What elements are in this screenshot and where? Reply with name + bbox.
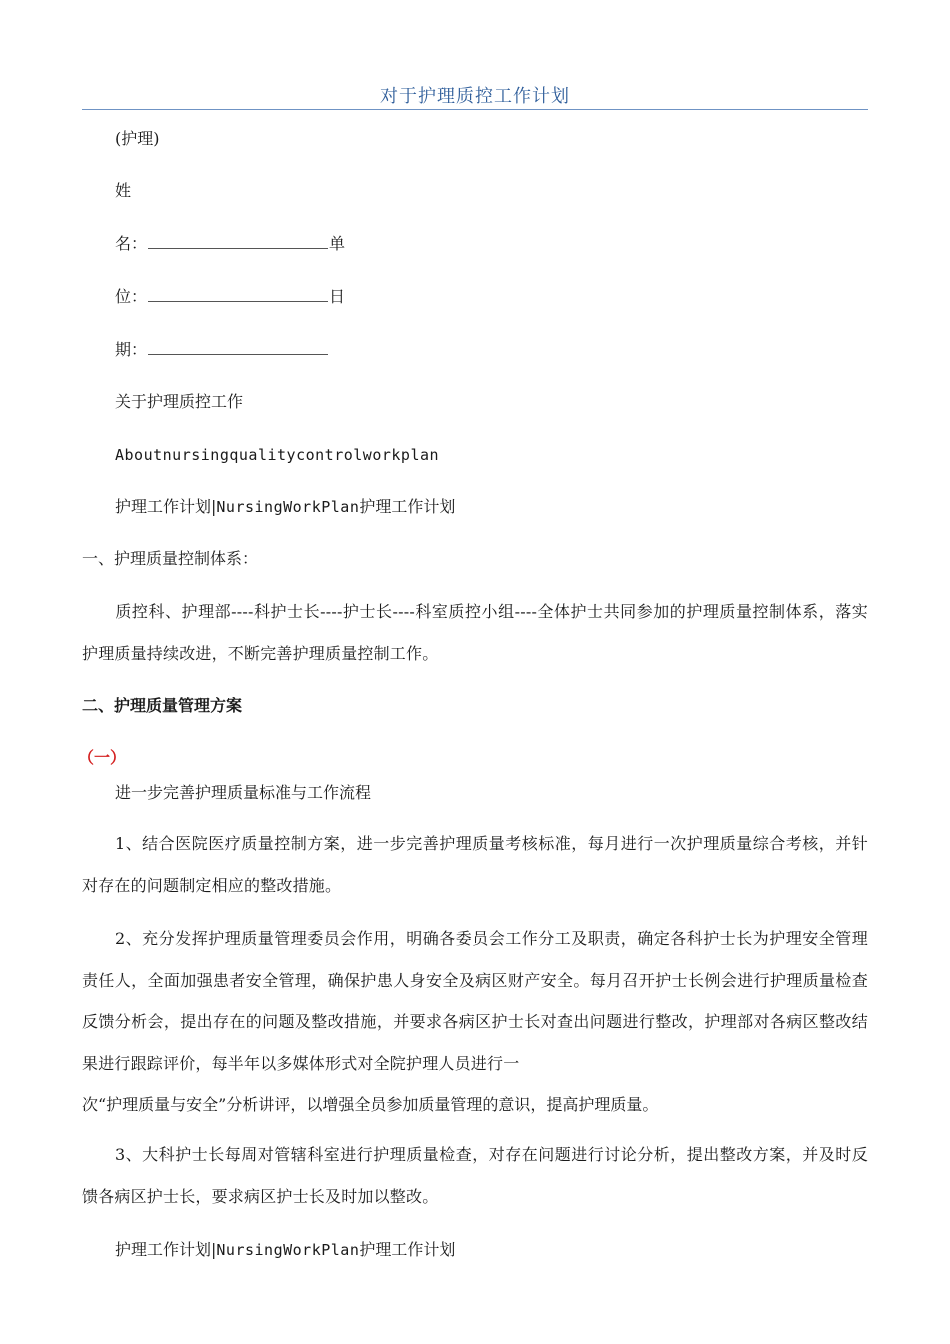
section2-heading: 二、护理质量管理方案 xyxy=(82,696,243,715)
intro-tagline xyxy=(115,497,455,517)
unit-blank[interactable] xyxy=(148,287,328,302)
item2-last-line: 次“护理质量与安全”分析讲评，以增强全员参加质量管理的意识，提高护理质量。 xyxy=(82,1095,659,1114)
section1-heading: 一、护理质量控制体系： xyxy=(82,549,259,568)
intro-cn-title: 关于护理质控工作 xyxy=(115,392,244,411)
intro-en-title: Aboutnursingqualitycontrolworkplan xyxy=(115,446,440,464)
section1-body-text: 质控科、护理部----科护士长----护士长----科室质控小组----全体护士共同参加的护理质量控制体系，落实护理质量持续改进，不断完善护理质量控制工作。 xyxy=(82,602,868,663)
tagline-cn-part1: 护理工作计划| xyxy=(115,497,217,516)
item3-text: 3、大科护士长每周对管辖科室进行护理质量检查，对存在问题进行讨论分析，提出整改方案，并及时反馈各病区护士长，要求病区护士长及时加以整改。 xyxy=(82,1145,868,1206)
footer-tagline-cn-part1: 护理工作计划| xyxy=(115,1240,217,1259)
header-divider xyxy=(82,109,868,110)
item2-paragraph xyxy=(82,918,868,1084)
item2-text: 2、充分发挥护理质量管理委员会作用，明确各委员会工作分工及职责，确定各科护士长为护理安全管理责任人，全面加强患者安全管理，确保护患人身安全及病区财产安全。每月召开护士长例会进行护理质量检查反馈分析会，提出存在的问题及整改措施，并要求各病区护士长对查出问题进行整改，护理部对各病区整改结果进行跟踪评价，每半年以多媒体形式对全院护理人员进行一 xyxy=(82,929,868,1073)
date-label-part1: 日 xyxy=(329,287,346,306)
section1-body xyxy=(82,591,868,674)
item3-paragraph xyxy=(82,1134,868,1217)
tagline-cn-part2: 护理工作计划 xyxy=(359,497,456,516)
name-label-part2: 名： xyxy=(115,234,148,253)
footer-tagline xyxy=(115,1240,455,1260)
name-label-part1: 姓 xyxy=(115,181,132,200)
name-blank[interactable] xyxy=(148,234,328,249)
subsection-marker: （一） xyxy=(78,748,127,767)
date-label-part2: 期： xyxy=(115,340,148,359)
category-label: (护理) xyxy=(115,129,160,148)
tagline-en: NursingWorkPlan xyxy=(216,498,360,516)
item1-text: 1、结合医院医疗质量控制方案，进一步完善护理质量考核标准，每月进行一次护理质量综合考核，并针对存在的问题制定相应的整改措施。 xyxy=(82,834,868,895)
date-field-row xyxy=(115,340,329,360)
name-field-row xyxy=(115,234,345,254)
footer-tagline-cn-part2: 护理工作计划 xyxy=(359,1240,456,1259)
unit-field-row xyxy=(115,287,345,307)
date-blank[interactable] xyxy=(148,340,328,355)
document-title: 对于护理质控工作计划 xyxy=(380,86,570,107)
item1-paragraph xyxy=(82,823,868,906)
footer-tagline-en: NursingWorkPlan xyxy=(216,1241,360,1259)
unit-label-part1: 单 xyxy=(329,234,346,253)
subsection-title: 进一步完善护理质量标准与工作流程 xyxy=(115,783,372,802)
unit-label-part2: 位： xyxy=(115,287,148,306)
